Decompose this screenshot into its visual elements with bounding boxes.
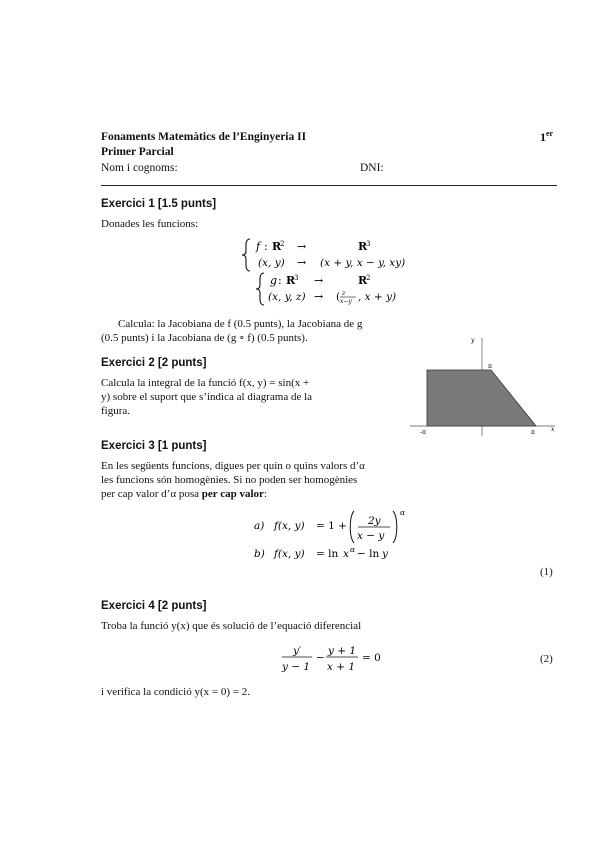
svg-text:= 0: = 0 [362, 652, 381, 664]
ex3-formulas [250, 505, 410, 563]
svg-text:g: g [270, 274, 278, 287]
ex4-eq-number: (2) [540, 653, 553, 665]
ex3-item-b-lhs: f(x, y) [274, 548, 305, 560]
tick-top-label: π [488, 363, 492, 370]
support-diagram [400, 330, 565, 440]
ex1-f-definition [254, 238, 424, 274]
svg-text:f: f [256, 240, 261, 253]
svg-text:R: R [358, 240, 368, 253]
ex3-item-a-lhs: f(x, y) [274, 520, 305, 532]
svg-text:3: 3 [366, 240, 371, 248]
name-label: Nom i cognoms: [101, 162, 178, 174]
svg-text:−: − [316, 652, 325, 664]
ex1-task-line2: (0.5 punts) i la Jacobiana de (g ∘ f) (0.5 punts). [101, 332, 308, 344]
document-title: Fonaments Matemàtics de l’Enginyeria II [101, 131, 307, 143]
svg-text:→: → [297, 240, 307, 253]
ex2-line1: Calcula la integral de la funció f(x, y) = sin(x + [101, 377, 310, 389]
svg-text::: : [278, 274, 282, 287]
svg-text:2y: 2y [368, 515, 381, 527]
course-mark-base: 1 [540, 130, 546, 144]
ex4-intro: Troba la funció y(x) que és solució de l’equació diferencial [101, 620, 362, 632]
svg-text:R: R [286, 274, 296, 287]
svg-text:→: → [314, 290, 324, 303]
ex3-line2: les funcions són homogènies. Si no poden ser homogènies [101, 474, 358, 486]
svg-text:(x, y, z): (x, y, z) [268, 291, 306, 303]
svg-text:y′: y′ [293, 645, 302, 657]
svg-text:R: R [358, 274, 368, 287]
ex3-eq-number: (1) [540, 566, 553, 578]
svg-text:α: α [350, 545, 356, 554]
svg-text:y − 1: y − 1 [282, 661, 311, 673]
tick-right-label: π [531, 429, 535, 436]
ex3-line1: En les següents funcions, digues per quin o quins valors d’α [101, 460, 365, 472]
svg-text:(x + y, x − y, xy): (x + y, x − y, xy) [320, 257, 406, 269]
ex3-line3-pre: per cap valor d’α posa [101, 488, 202, 500]
dni-label: DNI: [360, 162, 384, 174]
svg-text:α: α [400, 508, 406, 517]
svg-text:x: x [343, 548, 349, 560]
svg-text:(: ( [336, 291, 341, 303]
svg-text:− ln: − ln [357, 548, 380, 560]
ex1-heading: Exercici 1 [1.5 punts] [101, 198, 217, 210]
ex3-line3-bold: per cap valor [201, 488, 264, 500]
svg-text:2: 2 [280, 240, 285, 248]
ex3-line3-post: : [263, 488, 267, 500]
ex1-task-line1: Calcula: la Jacobiana de f (0.5 punts), la Jacobiana de g [118, 318, 363, 330]
ex2-line3: figura. [101, 405, 131, 417]
svg-text:= ln: = ln [316, 548, 339, 560]
x-axis-label: x [551, 426, 555, 433]
ex2-heading: Exercici 2 [2 punts] [101, 357, 207, 369]
header-rule [101, 185, 557, 186]
svg-text:R: R [272, 240, 282, 253]
svg-text:x−y: x−y [340, 298, 352, 305]
ex4-heading: Exercici 4 [2 punts] [101, 600, 207, 612]
ex3-heading: Exercici 3 [1 punts] [101, 440, 207, 452]
svg-text:2: 2 [366, 274, 371, 282]
svg-text:y + 1: y + 1 [328, 645, 357, 657]
ex4-equation [280, 643, 390, 677]
ex1-f-brace [240, 238, 254, 272]
ex2-line2: y) sobre el suport que s’indica al diagrama de la [101, 391, 313, 403]
svg-text:y: y [382, 548, 388, 560]
svg-text:3: 3 [294, 274, 299, 282]
ex3-item-b-label: b) [254, 548, 265, 560]
svg-text:→: → [297, 256, 307, 269]
tick-left-label: -π [420, 429, 426, 436]
ex3-item-a-label: a) [254, 520, 265, 532]
course-mark [540, 129, 553, 145]
svg-text:x − y: x − y [357, 530, 385, 542]
svg-text:x + 1: x + 1 [327, 661, 356, 673]
ex3-line3 [101, 487, 267, 502]
ex1-intro: Donades les funcions: [101, 218, 199, 230]
svg-text::: : [264, 240, 268, 253]
y-axis-label: y [471, 337, 475, 344]
svg-text:(x, y): (x, y) [258, 257, 285, 269]
svg-text:z: z [342, 289, 346, 297]
support-region [427, 370, 536, 426]
ex4-condition: i verifica la condició y(x = 0) = 2. [101, 686, 250, 698]
document-subtitle: Primer Parcial [101, 146, 174, 158]
course-mark-sup: er [546, 129, 554, 138]
svg-text:= 1 +: = 1 + [316, 520, 347, 532]
svg-text:→: → [314, 274, 324, 287]
svg-text:, x + y): , x + y) [358, 291, 397, 303]
ex1-g-definition [266, 272, 416, 308]
